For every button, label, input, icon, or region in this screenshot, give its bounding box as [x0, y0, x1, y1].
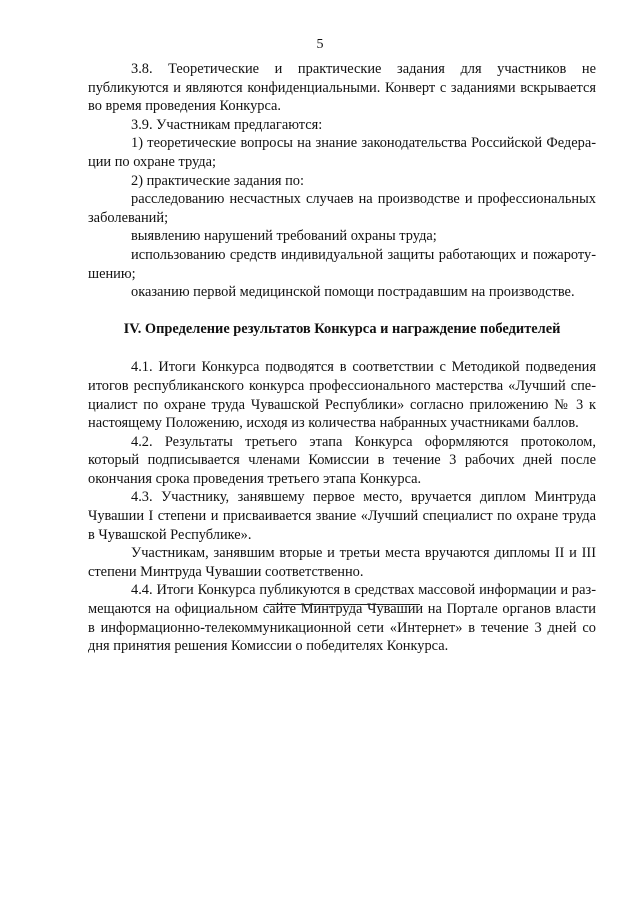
paragraph-3-9: 3.9. Участникам предлагаются:: [131, 116, 323, 133]
paragraph-3-8: 3.8. Теоретические и практические задания для участников не публикуются и являются конфиденциальными. Конверт с заданиями вскрывается во время проведения Конкурса.: [88, 61, 596, 115]
section-heading: IV. Определение результатов Конкурса и награждение победителей: [123, 320, 561, 337]
sub-item-violations: выявлению нарушений требований охраны труда;: [131, 228, 437, 245]
paragraph-4-4: 4.4. Итоги Конкурса публикуются в средствах массовой информации и размещаются на официальном сайте Минтруда Чувашии на Портале органов власти в информационно-телекоммуникационной сети «Интернет» в течение 3 дней со дня принятия решения Комиссии о победителях Конкурса.: [88, 582, 596, 655]
end-divider: [266, 604, 420, 605]
document-body: [88, 60, 596, 656]
sub-item-first-aid: оказанию первой медицинской помощи пострадавшим на производстве.: [131, 284, 575, 301]
sub-item-protection: использованию средств индивидуальной защиты работающих и пожаротушению;: [88, 246, 596, 282]
paragraph-4-2: 4.2. Результаты третьего этапа Конкурса оформляются протоколом, который подписывается членами Комиссии в течение 3 рабочих дней после окончания срока проведения третьего этапа Конкурса.: [88, 433, 596, 487]
paragraph-4-1: 4.1. Итоги Конкурса подводятся в соответствии с Методикой подведения итогов республиканского конкурса профессионального мастерства «Лучший специалист по охране труда Чувашской Республики» согласно приложению № 3 к настоящему Положению, исходя из количества набранных участниками баллов.: [88, 359, 596, 432]
paragraph-4-3: 4.3. Участнику, занявшему первое место, вручается диплом Минтруда Чувашии I степени и присваивается звание «Лучший специалист по охране труда в Чувашской Республике».: [88, 489, 596, 543]
list-item-practice: 2) практические задания по:: [131, 172, 305, 189]
paragraph-4-3-continued: Участникам, занявшим вторые и третьи места вручаются дипломы II и III степени Минтруда Чувашии соответственно.: [88, 545, 596, 580]
list-item-theory: 1) теоретические вопросы на знание законодательства Российской Федерации по охране труда;: [88, 135, 596, 170]
page-number: 5: [316, 37, 324, 52]
sub-item-investigation: расследованию несчастных случаев на производстве и профессиональных заболеваний;: [88, 191, 596, 226]
